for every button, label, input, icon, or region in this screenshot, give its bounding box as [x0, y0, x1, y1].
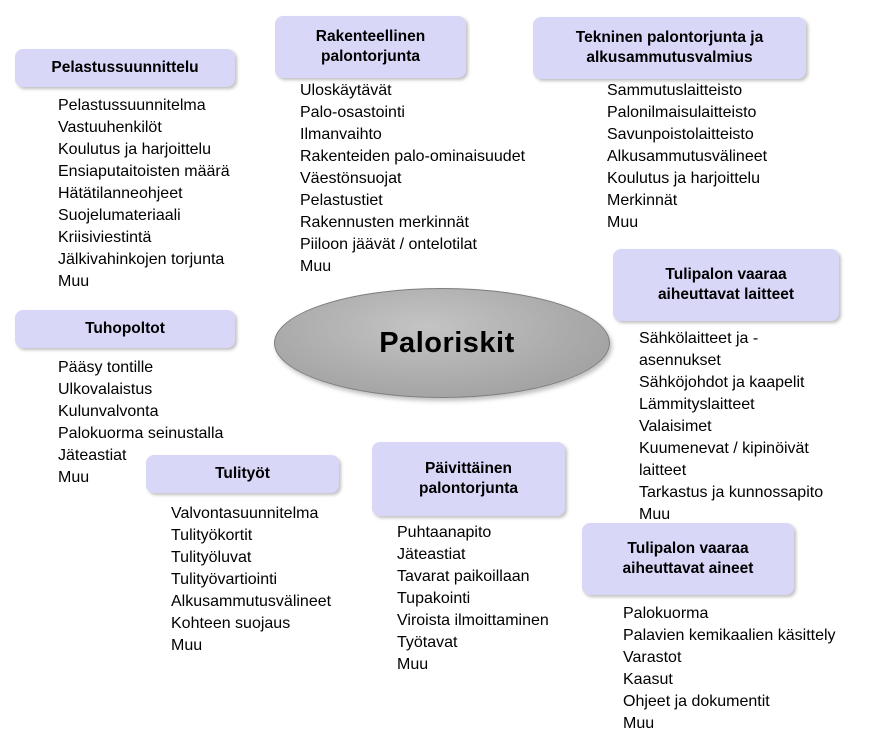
- group-title-text: Tulityöt: [215, 465, 270, 482]
- list-item: Pelastussuunnitelma: [58, 97, 206, 114]
- group-list-rakenteellinen: [300, 80, 525, 278]
- list-item: Tupakointi: [397, 590, 471, 607]
- list-item: Pääsy tontille: [58, 359, 154, 376]
- list-item: Palo-osastointi: [300, 104, 405, 121]
- list-item: Jäteastiat: [58, 447, 127, 464]
- list-item: Rakenteiden palo-ominaisuudet: [300, 148, 526, 165]
- group-list-paivittainen: [397, 522, 549, 676]
- list-item: Koulutus ja harjoittelu: [607, 170, 760, 187]
- list-item: Palokuorma: [623, 605, 709, 622]
- group-title-text: Pelastussuunnittelu: [51, 59, 199, 76]
- list-item: Viroista ilmoittaminen: [397, 612, 549, 629]
- list-item: Koulutus ja harjoittelu: [58, 141, 211, 158]
- list-item: Palokuorma seinustalla: [58, 425, 224, 442]
- list-item: Muu: [300, 258, 332, 275]
- list-item: Muu: [58, 469, 90, 486]
- list-item: Tulityövartiointi: [171, 571, 278, 588]
- group-title-paivittainen: [372, 442, 565, 516]
- list-item: Tulityökortit: [171, 527, 253, 544]
- group-title-text: Tulipalon vaaraa aiheuttavat laitteet: [657, 266, 795, 303]
- group-title-text: Päivittäinen palontorjunta: [418, 460, 519, 497]
- group-list-laitteet: [639, 328, 839, 526]
- list-item: Rakennusten merkinnät: [300, 214, 469, 231]
- group-title-laitteet: [613, 249, 839, 321]
- list-item: Muu: [397, 656, 429, 673]
- list-item: Sammutuslaitteisto: [607, 82, 743, 99]
- list-item: Ohjeet ja dokumentit: [623, 693, 770, 710]
- group-title-tulityot: [146, 455, 339, 493]
- list-item: Puhtaanapito: [397, 524, 492, 541]
- group-list-pelastussuunnittelu: [58, 95, 230, 293]
- list-item: Tulityöluvat: [171, 549, 252, 566]
- list-item: Valvontasuunnitelma: [171, 505, 319, 522]
- group-title-tuhopoltot: [15, 310, 235, 348]
- list-item: Ensiaputaitoisten määrä: [58, 163, 230, 180]
- list-item: Jälkivahinkojen torjunta: [58, 251, 225, 268]
- list-item: Alkusammutusvälineet: [607, 148, 768, 165]
- list-item: Ilmanvaihto: [300, 126, 382, 143]
- list-item: Ulkovalaistus: [58, 381, 153, 398]
- group-title-pelastussuunnittelu: [15, 49, 235, 87]
- list-item: Valaisimet: [639, 418, 712, 435]
- list-item: Sähkölaitteet ja -asennukset: [639, 330, 759, 369]
- group-title-rakenteellinen: [275, 16, 466, 78]
- list-item: Sähköjohdot ja kaapelit: [639, 374, 805, 391]
- group-list-tekninen: [607, 80, 767, 234]
- list-item: Varastot: [623, 649, 682, 666]
- group-title-tekninen: [533, 17, 806, 79]
- group-list-tulityot: [171, 503, 331, 657]
- list-item: Hätätilanneohjeet: [58, 185, 183, 202]
- group-title-text: Tuhopoltot: [85, 320, 165, 337]
- list-item: Pelastustiet: [300, 192, 383, 209]
- list-item: Tarkastus ja kunnossapito: [639, 484, 824, 501]
- list-item: Kaasut: [623, 671, 673, 688]
- list-item: Suojelumateriaali: [58, 207, 181, 224]
- list-item: Palonilmaisulaitteisto: [607, 104, 757, 121]
- center-label: Paloriskit: [379, 326, 515, 359]
- list-item: Piiloon jäävät / ontelotilat: [300, 236, 477, 253]
- group-title-text: Rakenteellinen palontorjunta: [315, 28, 426, 65]
- list-item: Kohteen suojaus: [171, 615, 291, 632]
- list-item: Väestönsuojat: [300, 170, 402, 187]
- list-item: Muu: [171, 637, 203, 654]
- list-item: Lämmityslaitteet: [639, 396, 755, 413]
- list-item: Tavarat paikoillaan: [397, 568, 530, 585]
- center-ellipse: [274, 288, 610, 398]
- list-item: Työtavat: [397, 634, 458, 651]
- group-title-text: Tulipalon vaaraa aiheuttavat aineet: [622, 540, 754, 577]
- list-item: Jäteastiat: [397, 546, 466, 563]
- list-item: Muu: [607, 214, 639, 231]
- group-title-aineet: [582, 523, 794, 595]
- list-item: Vastuuhenkilöt: [58, 119, 162, 136]
- list-item: Palavien kemikaalien käsittely: [623, 627, 836, 644]
- list-item: Merkinnät: [607, 192, 678, 209]
- list-item: Kuumenevat / kipinöivät laitteet: [639, 440, 809, 479]
- list-item: Savunpoistolaitteisto: [607, 126, 754, 143]
- list-item: Uloskäytävät: [300, 82, 392, 99]
- list-item: Kriisiviestintä: [58, 229, 152, 246]
- list-item: Kulunvalvonta: [58, 403, 159, 420]
- group-list-aineet: [623, 603, 836, 735]
- list-item: Muu: [639, 506, 671, 523]
- list-item: Alkusammutusvälineet: [171, 593, 332, 610]
- list-item: Muu: [58, 273, 90, 290]
- group-title-text: Tekninen palontorjunta ja alkusammutusvalmius: [575, 29, 764, 66]
- list-item: Muu: [623, 715, 655, 732]
